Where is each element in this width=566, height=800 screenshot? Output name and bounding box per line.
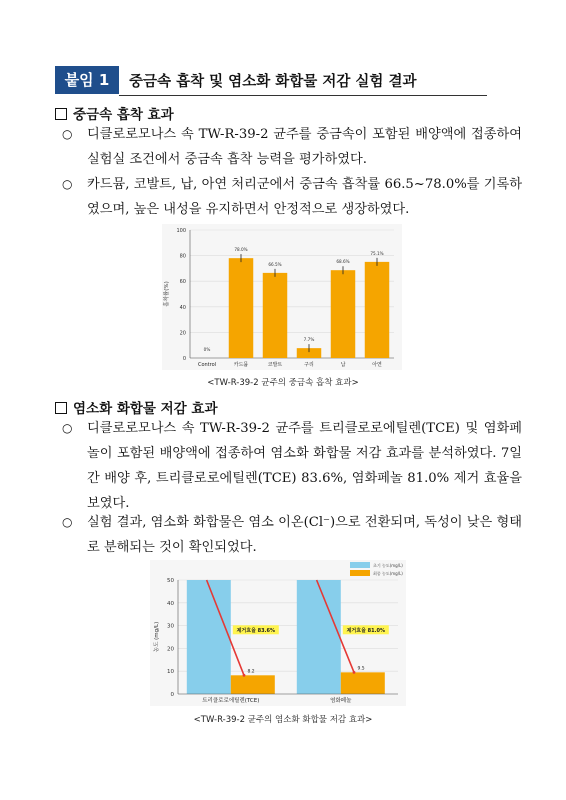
page-title: 중금속 흡착 및 염소화 화합물 저감 실험 결과 bbox=[129, 74, 417, 90]
section-heavy-metal-heading: 중금속 흡착 효과 bbox=[55, 103, 174, 123]
chart1-data-label: 68.6% bbox=[336, 259, 350, 265]
attachment-badge: 붙임 1 bbox=[55, 66, 119, 94]
chart1-y-tick-label: 100 bbox=[176, 228, 186, 234]
chart1-bar bbox=[365, 262, 389, 358]
chlorinated-compound-reduction-chart bbox=[150, 560, 406, 706]
bullet-item bbox=[62, 172, 522, 222]
chart2-y-tick-label: 10 bbox=[167, 669, 174, 676]
chart1-data-label: 7.7% bbox=[303, 337, 315, 343]
chart2-annotation: 제거효율 83.6% bbox=[236, 628, 276, 635]
bullet-item bbox=[62, 510, 522, 560]
chart1-x-tick-label: 구리 bbox=[304, 362, 314, 368]
chart2-legend-swatch bbox=[350, 570, 370, 576]
chart1-x-tick-label: 납 bbox=[340, 362, 346, 368]
chart1-y-tick-label: 60 bbox=[179, 279, 186, 286]
chart2-bar-final bbox=[231, 675, 275, 694]
chart1-bar bbox=[263, 273, 287, 358]
circle-bullet-icon: ○ bbox=[62, 421, 73, 435]
chart1-data-label: 78.0% bbox=[234, 247, 248, 253]
chart2-decline-point bbox=[353, 671, 356, 674]
chart1-bar bbox=[331, 270, 355, 358]
chart2-y-tick-label: 0 bbox=[170, 692, 174, 698]
circle-bullet-icon: ○ bbox=[62, 177, 73, 191]
chart1-x-tick-label: 아연 bbox=[372, 362, 382, 368]
chart2-legend-swatch bbox=[350, 562, 370, 568]
bullet-text: 디클로로모나스 속 TW-R-39-2 균주를 중금속이 포함된 배양액에 접종하여 실험실 조건에서 중금속 흡착 능력을 평가하였다. bbox=[87, 127, 522, 167]
chart2-annotation: 제거효율 81.0% bbox=[346, 628, 386, 635]
chart1-x-tick-label: 코발트 bbox=[267, 362, 283, 368]
chart2-x-tick-label: 염화페놀 bbox=[330, 698, 352, 704]
chart1-bar bbox=[229, 258, 253, 358]
bullet-item bbox=[62, 122, 522, 172]
chart1-caption: <TW-R-39-2 균주의 중금속 흡착 효과> bbox=[207, 378, 359, 388]
bullet-text: 디클로로모나스 속 TW-R-39-2 균주를 트리클로로에틸렌(TCE) 및 염화페놀이 포함된 배양액에 접종하여 염소화 화합물 저감 효과를 분석하였다. 7일간 배양 후, 트리클로로에틸렌(TCE) 83.6%, 염화페놀 81.0% 제거 효율을 보였다. bbox=[87, 421, 522, 511]
chart2-y-tick-label: 30 bbox=[167, 623, 174, 630]
chart1-data-label: 75.1% bbox=[370, 250, 384, 256]
chart1-y-tick-label: 20 bbox=[179, 330, 186, 337]
circle-bullet-icon: ○ bbox=[62, 515, 73, 529]
bullet-text: 실험 결과, 염소화 화합물은 염소 이온(Cl⁻)으로 전환되며, 독성이 낮은 형태로 분해되는 것이 확인되었다. bbox=[87, 515, 522, 555]
bullet-text: 카드뮴, 코발트, 납, 아연 처리군에서 중금속 흡착률 66.5~78.0%를 기록하였으며, 높은 내성을 유지하면서 안정적으로 생장하였다. bbox=[87, 177, 522, 217]
chart2-y-tick-label: 20 bbox=[167, 646, 174, 653]
checkbox-square-icon bbox=[55, 108, 67, 120]
chart2-bar-final bbox=[341, 672, 385, 694]
chart2-caption: <TW-R-39-2 균주의 염소화 화합물 저감 효과> bbox=[193, 715, 373, 725]
chart2-legend-label: 최종 농도(mg/L) bbox=[373, 571, 403, 576]
chart1-y-tick-label: 0 bbox=[182, 356, 186, 362]
chart1-x-tick-label: 카드뮴 bbox=[233, 362, 249, 368]
chart2-decline-point bbox=[243, 674, 246, 677]
chart2-y-tick-label: 40 bbox=[167, 600, 174, 607]
header-divider bbox=[119, 95, 487, 96]
circle-bullet-icon: ○ bbox=[62, 127, 73, 141]
attachment-header bbox=[55, 66, 487, 96]
chart2-data-label: 8.2 bbox=[247, 669, 255, 675]
chart2-y-tick-label: 50 bbox=[167, 578, 174, 584]
chart1-y-tick-label: 40 bbox=[179, 304, 186, 311]
chart2-x-tick-label: 트리클로로에틸렌(TCE) bbox=[202, 698, 260, 704]
chart1-data-label: 66.5% bbox=[268, 261, 282, 267]
section-chlorinated-heading: 염소화 화합물 저감 효과 bbox=[55, 397, 218, 417]
chart1-x-tick-label: Control bbox=[197, 362, 217, 368]
bullet-item bbox=[62, 416, 522, 516]
chart2-legend-label: 초기 농도(mg/L) bbox=[373, 563, 403, 568]
chart2-data-label: 9.5 bbox=[357, 666, 365, 672]
chart2-bar-initial bbox=[297, 580, 341, 694]
heavy-metal-adsorption-chart bbox=[162, 224, 402, 370]
checkbox-square-icon bbox=[55, 402, 67, 414]
chart1-data-label: 0% bbox=[203, 347, 211, 352]
chart1-y-tick-label: 80 bbox=[179, 253, 186, 260]
chart2-y-axis-label: 농도 (mg/L) bbox=[154, 621, 160, 653]
chart2-bar-initial bbox=[187, 580, 231, 694]
chart1-y-axis-label: 흡착률(%) bbox=[164, 281, 170, 307]
